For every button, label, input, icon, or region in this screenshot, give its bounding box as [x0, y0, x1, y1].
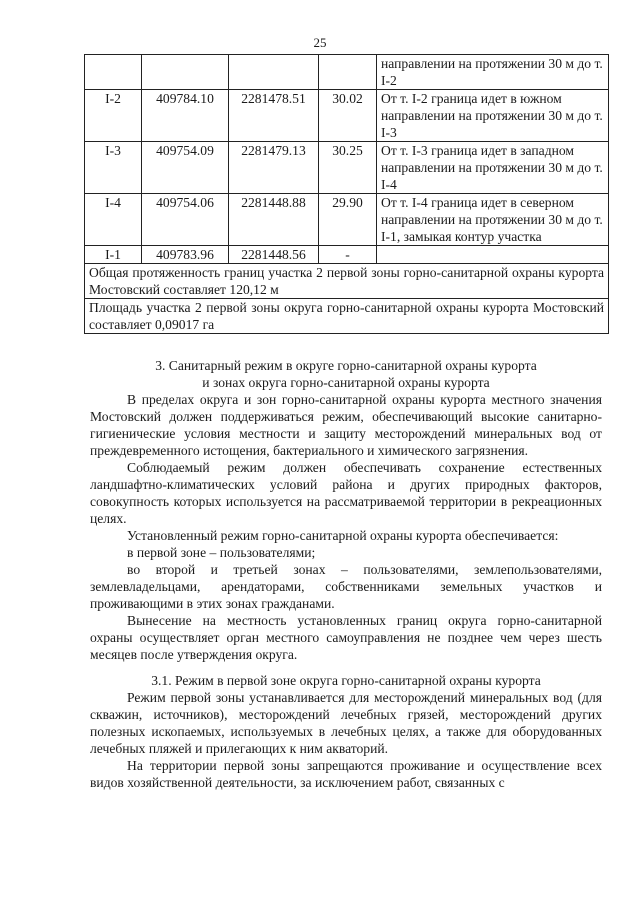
section-3-paragraph: Установленный режим горно-санитарной охраны курорта обеспечивается: — [127, 528, 559, 543]
y-coordinate-cell: 2281479.13 — [229, 142, 319, 194]
table-row — [85, 142, 609, 194]
table-row-total-length — [85, 264, 609, 299]
description-cell — [377, 246, 609, 264]
description-cell: направлении на протяжении 30 м до т. I-2 — [377, 55, 609, 90]
length-cell: 30.02 — [319, 90, 377, 142]
total-length-cell: Общая протяженность границ участка 2 первой зоны горно-санитарной охраны курорта Мостовский составляет 120,12 м — [85, 264, 609, 299]
y-coordinate-cell — [229, 55, 319, 90]
description-cell: От т. I-4 граница идет в северном направлении на протяжении 30 м до т. I-1, замыкая контур участка — [377, 194, 609, 246]
section-3-1-paragraph: Режим первой зоны устанавливается для месторождений минеральных вод (для скважин, источников), месторождений лечебных грязей, месторождений других полезных ископаемых, используемых в лечебных целях, а также для оборудованных лечебных пляжей и прилегающих к ним акваторий. — [90, 690, 602, 756]
y-coordinate-cell: 2281448.88 — [229, 194, 319, 246]
description-cell: От т. I-2 граница идет в южном направлении на протяжении 30 м до т. I-3 — [377, 90, 609, 142]
point-cell: I-4 — [85, 194, 142, 246]
x-coordinate-cell: 409754.06 — [142, 194, 229, 246]
section-3-paragraph: Соблюдаемый режим должен обеспечивать сохранение естественных ландшафтно-климатических условий района и других природных факторов, совокупность которых используется на рассматриваемой территории в рекреационных целях. — [90, 460, 602, 526]
y-coordinate-cell: 2281478.51 — [229, 90, 319, 142]
table-row — [85, 194, 609, 246]
table-row — [85, 90, 609, 142]
x-coordinate-cell: 409754.09 — [142, 142, 229, 194]
length-cell: 29.90 — [319, 194, 377, 246]
section-3-paragraph: во второй и третьей зонах – пользователями, землепользователями, землевладельцами, арендаторами, собственниками земельных участков и проживающими в этих зонах гражданами. — [90, 562, 602, 611]
section-3-1-paragraph: На территории первой зоны запрещаются проживание и осуществление всех видов хозяйственной деятельности, за исключением работ, связанных с — [90, 758, 602, 790]
table-row — [85, 246, 609, 264]
point-cell: I-1 — [85, 246, 142, 264]
document-body — [90, 357, 602, 791]
section-3-paragraph: В пределах округа и зон горно-санитарной охраны курорта местного значения Мостовский должен поддерживаться режим, обеспечивающий высокие санитарно-гигиенические условия местности и защиту месторождений минеральных вод от преждевременного истощения, бактериального и химического загрязнения. — [90, 392, 602, 458]
length-cell — [319, 55, 377, 90]
description-cell: От т. I-3 граница идет в западном направлении на протяжении 30 м до т. I-4 — [377, 142, 609, 194]
x-coordinate-cell — [142, 55, 229, 90]
y-coordinate-cell: 2281448.56 — [229, 246, 319, 264]
table-row — [85, 55, 609, 90]
boundary-coordinates-table — [84, 54, 609, 334]
length-cell: 30.25 — [319, 142, 377, 194]
point-cell: I-3 — [85, 142, 142, 194]
table-row-area — [85, 299, 609, 334]
section-3-paragraph: Вынесение на местность установленных границ округа горно-санитарной охраны осуществляет орган местного самоуправления не позднее чем через шесть месяцев после утверждения округа. — [90, 613, 602, 662]
point-cell: I-2 — [85, 90, 142, 142]
point-cell — [85, 55, 142, 90]
section-3-heading-line-1: 3. Санитарный режим в округе горно-санитарной охраны курорта — [155, 358, 537, 373]
x-coordinate-cell: 409783.96 — [142, 246, 229, 264]
section-3-paragraph: в первой зоне – пользователями; — [127, 545, 316, 560]
area-cell: Площадь участка 2 первой зоны округа горно-санитарной охраны курорта Мостовский составляет 0,09017 га — [85, 299, 609, 334]
section-3-heading-line-2: и зонах округа горно-санитарной охраны курорта — [202, 375, 490, 390]
page-number: 25 — [313, 35, 327, 50]
section-3-1-heading: 3.1. Режим в первой зоне округа горно-санитарной охраны курорта — [151, 673, 541, 688]
length-cell: - — [319, 246, 377, 264]
x-coordinate-cell: 409784.10 — [142, 90, 229, 142]
